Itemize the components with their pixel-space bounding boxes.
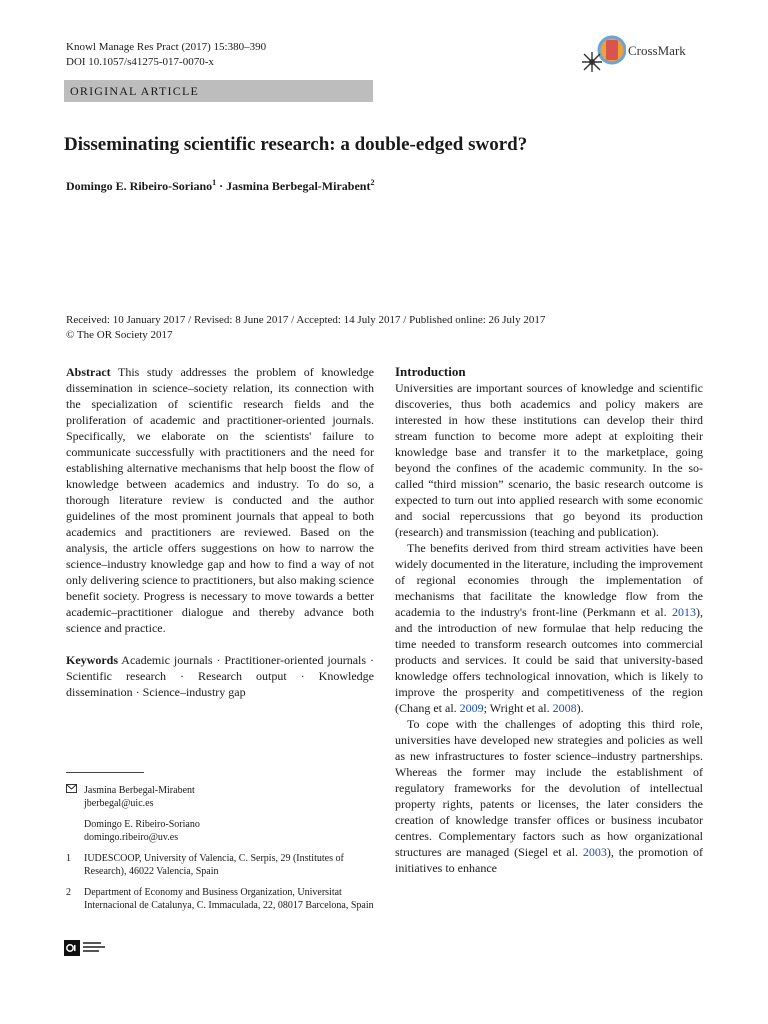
publication-history bbox=[66, 313, 726, 343]
author-name[interactable]: Domingo E. Ribeiro-Soriano bbox=[66, 179, 213, 193]
paragraph-text: ; Wright et al. bbox=[483, 701, 553, 715]
affiliation-item bbox=[66, 886, 374, 912]
crossmark-icon bbox=[580, 28, 626, 74]
keywords-label: Keywords bbox=[66, 653, 118, 667]
paragraph-text: ), the promotion of initiatives to enhance bbox=[395, 845, 703, 875]
affiliation-text: Department of Economy and Business Organization, Universitat Internacional de Catalunya, C. Immaculada, 22, 08017 Barcelona, Spain bbox=[84, 887, 374, 911]
keywords bbox=[66, 652, 374, 700]
abstract-label: Abstract bbox=[66, 365, 111, 379]
keywords-text: Academic journals · Practitioner-oriented journals · Scientific research · Research output · Knowledge dissemination · Science–industry gap bbox=[66, 653, 374, 699]
intro-paragraph-1: Universities are important sources of knowledge and scientific discoveries, thus both academics and policy makers are interested in how these institutions can develop their third stream function to become more adept at exploiting their knowledge base and transfer it to the marketplace, going beyond the confines of the academic community. In the so-called “third mission” scenario, the basic research outcome is expected to turn out into applied research with some economic and social repercussions that go beyond its production (research) and transmission (teaching and publication). bbox=[395, 381, 703, 539]
affiliation-text: IUDESCOOP, University of Valencia, C. Serpis, 29 (Institutes of Research), 46022 Valencia, Spain bbox=[84, 853, 344, 877]
abstract-text: This study addresses the problem of knowledge dissemination in science–society relation, its connection with the specialization of scientific research fields and the proliferation of academic and practitioner-oriented journals. Specifically, we elaborate on the scientists' failure to communicate successfully with practitioners and the need for establishing alternative mechanisms that help boost the flow of knowledge between academics and industry. To do so, a thorough literature review is conducted and the author guidelines of the most prominent journals that appeal to both academics and practitioners are reviewed. Based on the analysis, the article offers suggestions on how to narrow the science–industry knowledge gap and how to find a way of not only delivering science to practitioners, but also making science benefit society. Progress is necessary to move towards a better academic–practitioner dialogue and thereby advance both science and practice. bbox=[66, 365, 374, 635]
left-column bbox=[66, 364, 374, 700]
copyright: © The OR Society 2017 bbox=[66, 329, 173, 341]
journal-citation: Knowl Manage Res Pract (2017) 15:380–390 bbox=[66, 41, 267, 53]
footnote-rule bbox=[66, 772, 144, 773]
section-heading: Introduction bbox=[395, 364, 466, 379]
citation-link[interactable]: 2009 bbox=[459, 701, 484, 715]
author-name[interactable]: Jasmina Berbegal-Mirabent bbox=[226, 179, 371, 193]
correspondence-email[interactable]: jberbegal@uic.es bbox=[84, 798, 154, 809]
paragraph-text: To cope with the challenges of adopting this third role, universities have developed new strategies and policies as well as new infrastructures to foster science–industry partnerships. Whereas the former may include the establishment of regulatory frameworks for the devolution of intellectual property rights, patents or licenses, the later considers the creation of knowledge transfer offices or business incubator centres. Complementary factors such as how organizational structures are managed (Siegel et al. bbox=[395, 717, 703, 859]
author-list bbox=[66, 178, 374, 194]
affiliation-number: 1 bbox=[66, 853, 71, 864]
intro-paragraph-3 bbox=[395, 716, 703, 876]
correspondence-email[interactable]: domingo.ribeiro@uv.es bbox=[84, 832, 179, 843]
author-affiliation-mark: 1 bbox=[212, 178, 217, 187]
correspondence-name: Domingo E. Ribeiro-Soriano bbox=[84, 819, 200, 830]
publisher-logo bbox=[64, 940, 112, 956]
paragraph-text: ). bbox=[576, 701, 584, 715]
article-title: Disseminating scientific research: a double-edged sword? bbox=[64, 134, 528, 155]
article-type-banner: ORIGINAL ARTICLE bbox=[64, 80, 373, 102]
author-affiliation-mark: 2 bbox=[370, 178, 375, 187]
citation-link[interactable]: 2008 bbox=[552, 701, 577, 715]
citation-link[interactable]: 2013 bbox=[672, 605, 696, 619]
history-dates: Received: 10 January 2017 / Revised: 8 June 2017 / Accepted: 14 July 2017 / Published online: 26 July 2017 bbox=[66, 314, 546, 326]
paragraph-text: The benefits derived from third stream activities have been widely documented in the literature, including the improvement of regional economies through the implementation of mechanisms that facilitate the knowledge flow from the academia to the industry's front-line (Perkmann et al. bbox=[395, 541, 703, 619]
doi[interactable]: DOI 10.1057/s41275-017-0070-x bbox=[66, 56, 214, 68]
correspondence-block bbox=[66, 784, 374, 844]
abstract bbox=[66, 364, 374, 636]
correspondence-name: Jasmina Berbegal-Mirabent bbox=[84, 785, 195, 796]
author-separator: · bbox=[216, 179, 227, 193]
paragraph-text: ), and the introduction of new formulae that help reducing the time needed to transform research outcomes into commercial products and services. It could be said that university-based knowledge offers technological innovation, which is likely to improve the prosperity and competitiveness of the region (Chang et al. bbox=[395, 605, 703, 715]
right-column bbox=[395, 364, 703, 876]
intro-paragraph-2 bbox=[395, 540, 703, 716]
crossmark-badge[interactable] bbox=[580, 28, 710, 74]
affiliation-number: 2 bbox=[66, 887, 71, 898]
journal-header bbox=[66, 40, 266, 70]
envelope-icon bbox=[66, 784, 84, 844]
affiliation-notes bbox=[66, 784, 374, 920]
affiliation-item bbox=[66, 852, 374, 878]
citation-link[interactable]: 2003 bbox=[582, 845, 607, 859]
crossmark-label: CrossMark bbox=[628, 43, 686, 58]
or-society-logo-icon bbox=[64, 940, 112, 956]
